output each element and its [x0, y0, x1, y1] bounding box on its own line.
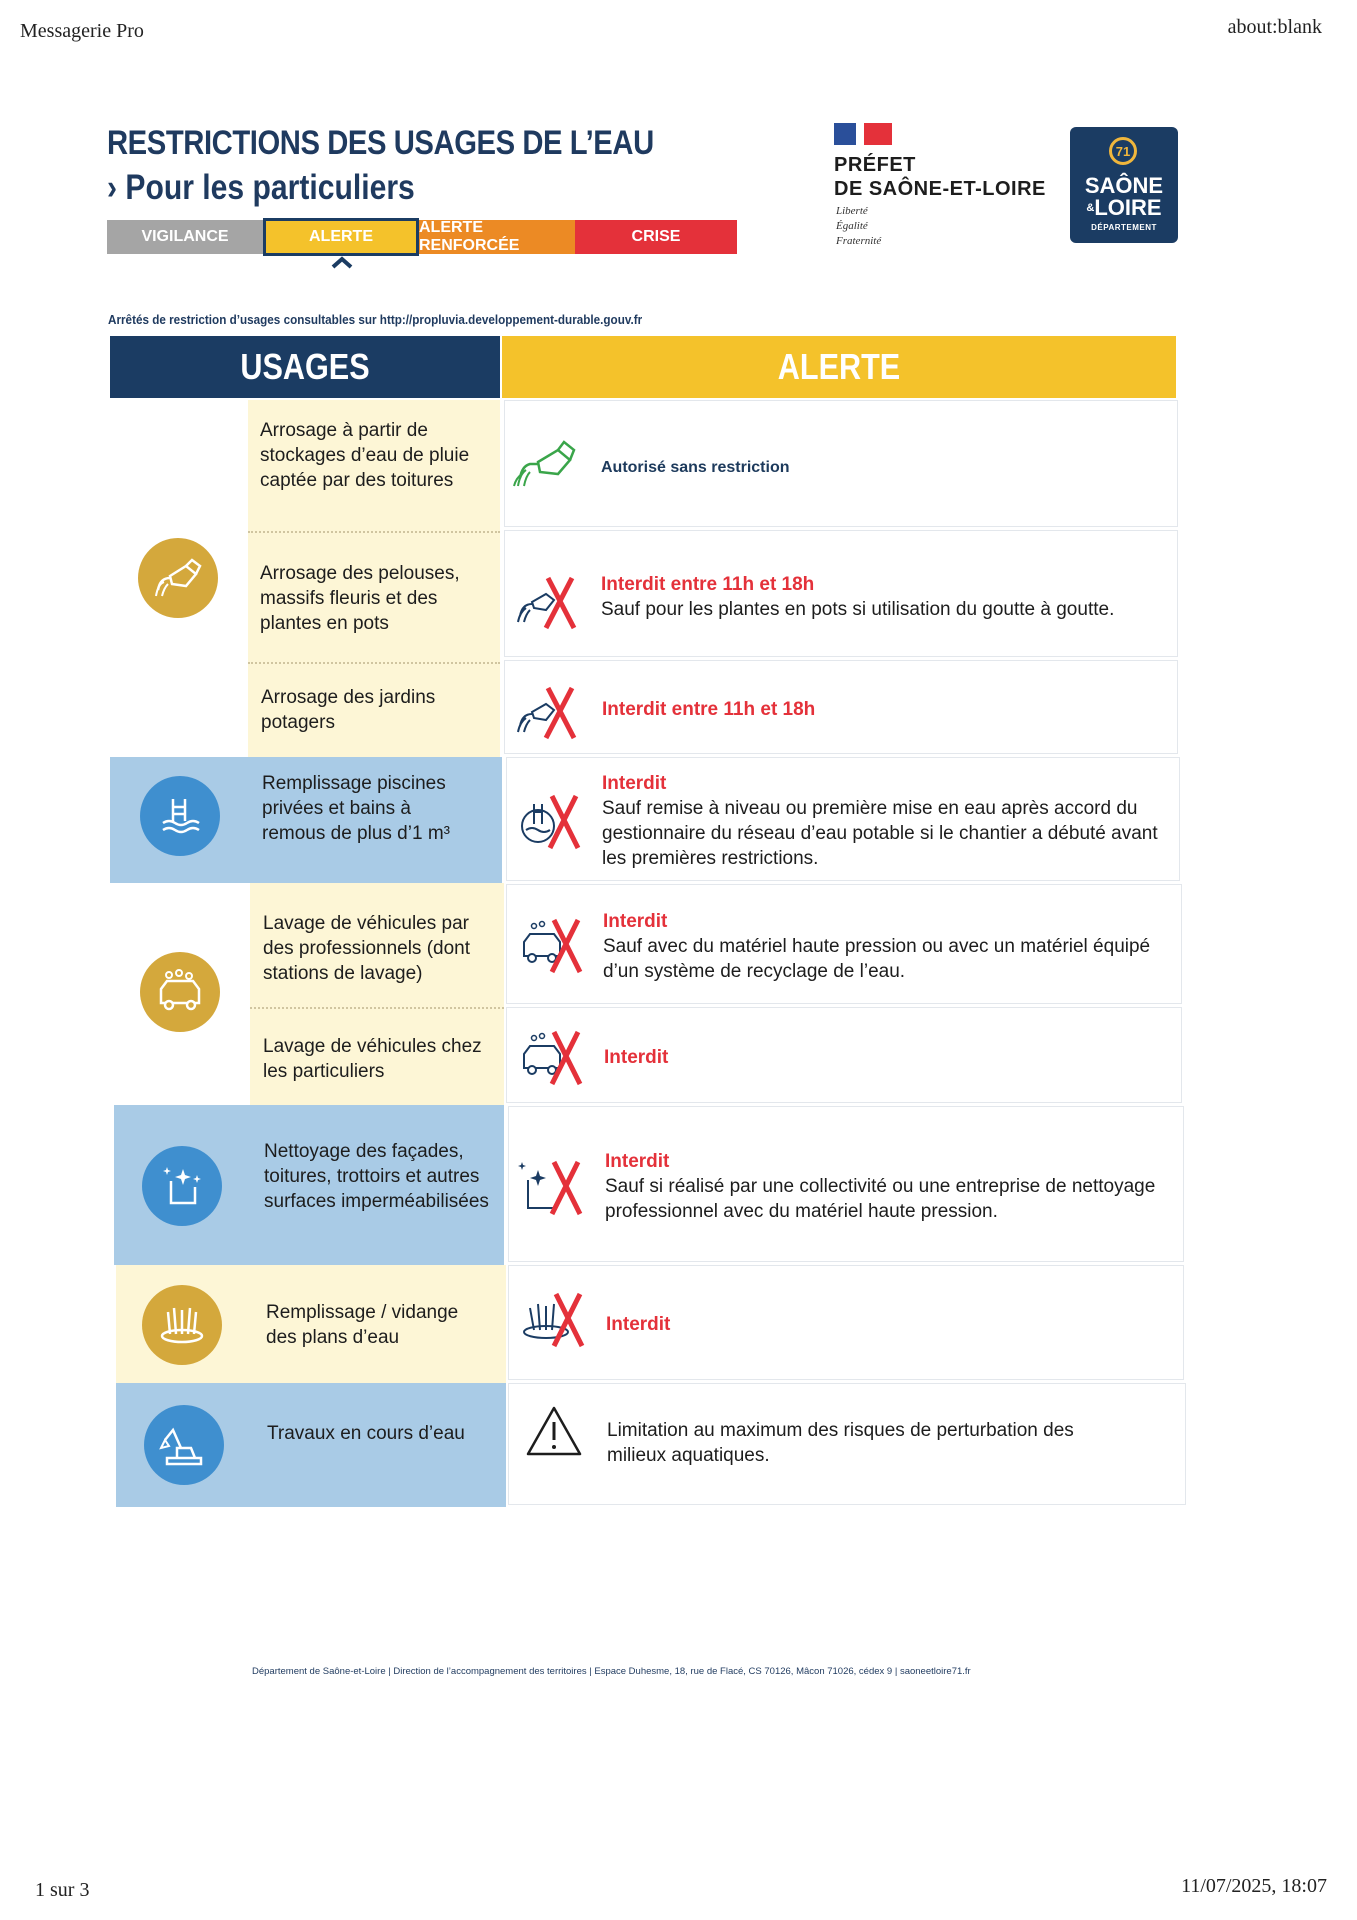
- usage-lavage-professionnels: Lavage de véhicules par des professionnels (dont stations de lavage): [263, 913, 471, 984]
- logo-departement: DÉPARTEMENT: [1091, 223, 1157, 232]
- rule-title: Interdit: [605, 1151, 670, 1172]
- watering-forbidden-icon: [508, 570, 584, 634]
- active-level-caret-icon: [330, 254, 354, 270]
- rule-title: Interdit: [602, 773, 667, 794]
- header-alerte-label: ALERTE: [777, 346, 901, 387]
- motto-liberte: Liberté: [836, 205, 868, 217]
- rule-nettoyage: [605, 1149, 1165, 1224]
- prefet-line1: PRÉFET: [834, 154, 916, 176]
- rule-lavage-particuliers-title: Interdit: [604, 1047, 669, 1068]
- document-footer: Département de Saône-et-Loire | Direction de l’accompagnement des territoires | Espace Duhesme, 18, rue de Flacé, CS 70126, Mâcon 71026, cédex 9 | saoneetloire71.fr: [252, 1666, 971, 1677]
- level-vigilance: VIGILANCE: [107, 220, 263, 254]
- rule-title: Interdit: [603, 911, 668, 932]
- usage-nettoyage-facades: Nettoyage des façades, toitures, trottoirs et autres surfaces imperméabilisées: [264, 1141, 489, 1212]
- rule-detail: Sauf pour les plantes en pots si utilisation du goutte à goutte.: [601, 599, 1115, 620]
- car-wash-forbidden-icon: [514, 1026, 590, 1090]
- pond-forbidden-icon: [516, 1288, 592, 1352]
- usage-arrosage-pelouses: Arrosage des pelouses, massifs fleuris et des plantes en pots: [260, 563, 460, 634]
- row-separator: [248, 662, 500, 664]
- facade-cleaning-forbidden-icon: [514, 1156, 590, 1220]
- app-title: Messagerie Pro: [20, 20, 144, 42]
- usage-piscines: Remplissage piscines privées et bains à remous de plus d’1 m³: [262, 773, 450, 844]
- usage-arrosage-potagers: Arrosage des jardins potagers: [261, 687, 436, 733]
- row-separator: [248, 531, 500, 533]
- rule-autorise: Autorisé sans restriction: [601, 459, 790, 476]
- prefet-line2: DE SAÔNE-ET-LOIRE: [834, 178, 1046, 200]
- level-alerte-active: ALERTE: [263, 218, 419, 256]
- usage-lavage-particuliers: Lavage de véhicules chez les particuliers: [263, 1036, 482, 1082]
- motto-egalite: Égalité: [836, 220, 868, 232]
- rule-potagers-title: Interdit entre 11h et 18h: [602, 699, 816, 720]
- arretes-note: Arrêtés de restriction d’usages consultables sur http://propluvia.developpement-durable.gouv.fr: [108, 312, 643, 327]
- piscine-category-icon: [140, 776, 220, 856]
- usage-arrosage-stockage: Arrosage à partir de stockages d’eau de pluie captée par des toitures: [260, 420, 470, 491]
- prefet-name: [834, 153, 1046, 201]
- car-wash-forbidden-icon: [514, 914, 590, 978]
- logo-loire: [1070, 197, 1178, 219]
- arrosage-category-icon: [138, 538, 218, 618]
- motto-fraternite: Fraternité: [836, 235, 882, 247]
- alert-level-scale: [107, 220, 737, 254]
- page-url: about:blank: [1227, 16, 1322, 38]
- nettoyage-facade-category-icon: [142, 1146, 222, 1226]
- row-separator: [250, 1007, 504, 1009]
- rule-pelouses: [601, 572, 1171, 622]
- usage-travaux: Travaux en cours d’eau: [267, 1423, 465, 1444]
- rule-lavage-pro: [603, 909, 1163, 984]
- document-title: RESTRICTIONS DES USAGES DE L’EAU: [107, 124, 654, 162]
- marianne-flag-icon: [834, 123, 892, 145]
- document-subtitle: › Pour les particuliers: [107, 168, 415, 207]
- level-alerte-renforcee: ALERTE RENFORCÉE: [419, 220, 575, 254]
- travaux-category-icon: [144, 1405, 224, 1485]
- departement-number-badge: 71: [1109, 137, 1137, 165]
- page-indicator: 1 sur 3: [35, 1879, 90, 1901]
- prefet-motto: [836, 204, 881, 249]
- rule-detail: Sauf si réalisé par une collectivité ou une entreprise de nettoyage professionnel avec du matériel haute pression.: [605, 1176, 1156, 1222]
- logo-ampersand: &: [1086, 202, 1095, 214]
- header-usages-label: USAGES: [240, 346, 370, 387]
- print-datetime: 11/07/2025, 18:07: [1181, 1875, 1327, 1897]
- lavage-vehicule-category-icon: [140, 952, 220, 1032]
- watering-can-allowed-icon: [508, 434, 584, 498]
- rule-title: Interdit entre 11h et 18h: [601, 574, 815, 595]
- rule-piscines: [602, 771, 1172, 871]
- rule-travaux: Limitation au maximum des risques de perturbation des milieux aquatiques.: [607, 1420, 1074, 1466]
- pool-forbidden-icon: [512, 790, 588, 854]
- rule-detail: Sauf remise à niveau ou première mise en eau après accord du gestionnaire du réseau d’eau potable si le chantier a débuté avant les premières restrictions.: [602, 798, 1158, 869]
- rule-plans-eau-title: Interdit: [606, 1314, 671, 1335]
- plan-eau-category-icon: [142, 1285, 222, 1365]
- header-alerte: [502, 336, 1176, 398]
- watering-forbidden-icon: [508, 680, 584, 744]
- usage-plans-eau: Remplissage / vidange des plans d’eau: [266, 1302, 459, 1348]
- departement-logo: [1070, 127, 1178, 243]
- logo-saone: SAÔNE: [1084, 173, 1164, 198]
- header-usages: [110, 336, 500, 398]
- logo-loire-text: LOIRE: [1094, 195, 1162, 220]
- rule-detail: Sauf avec du matériel haute pression ou avec un matériel équipé d’un système de recyclage de l’eau.: [603, 936, 1151, 982]
- level-crise: CRISE: [575, 220, 737, 254]
- warning-triangle-icon: [524, 1402, 600, 1466]
